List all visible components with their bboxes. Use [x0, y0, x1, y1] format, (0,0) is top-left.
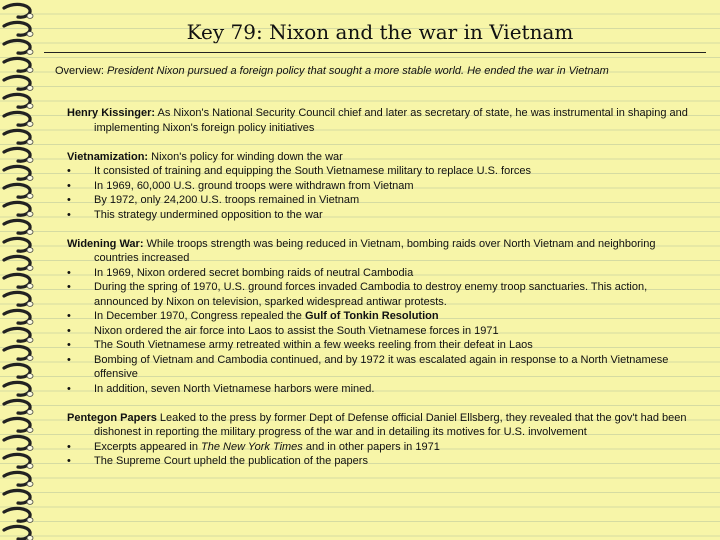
binding-hole: [27, 302, 33, 307]
list-item: • In addition, seven North Vietnamese harbors were mined.: [67, 382, 375, 395]
spiral-coil: [4, 346, 30, 359]
binding-hole: [27, 500, 33, 505]
binding-hole: [27, 32, 33, 37]
section-vietnamization: [67, 150, 696, 223]
binding-hole: [27, 68, 33, 73]
spiral-coil: [4, 274, 30, 287]
spiral-coil: [4, 364, 30, 377]
binding-hole: [27, 464, 33, 469]
list-item: • Excerpts appeared in The New York Times and in other papers in 1971: [67, 440, 440, 453]
binding-hole: [27, 140, 33, 145]
bullet-icon: •: [67, 281, 71, 293]
spiral-coil: [4, 436, 30, 449]
gulf-of-tonkin-term: Gulf of Tonkin Resolution: [304, 310, 439, 322]
spiral-coil: [4, 4, 30, 17]
list-item: • In 1969, Nixon ordered secret bombing raids of neutral Cambodia: [67, 266, 414, 279]
bullet-icon: •: [67, 266, 71, 279]
list-item: • Bombing of Vietnam and Cambodia continued, and by 1972 it was escalated again in response to a North Vietnamese offensive: [67, 353, 669, 380]
bullet-icon: •: [67, 194, 71, 206]
list-item: • Nixon ordered the air force into Laos to assist the South Vietnamese forces in 1971: [67, 324, 499, 337]
list-item: • This strategy undermined opposition to the war: [67, 208, 323, 221]
overview: [55, 64, 706, 79]
notes-body: [67, 106, 696, 483]
bullet-icon: •: [67, 324, 71, 337]
binding-hole: [27, 248, 33, 253]
section-widening-war: [67, 237, 696, 397]
spiral-coil: [4, 202, 30, 215]
spiral-coil: [4, 292, 30, 305]
term-vietnamization: Vietnamization:: [67, 150, 149, 163]
bullet-icon: •: [67, 339, 71, 351]
binding-hole: [27, 86, 33, 91]
kissinger-text: As Nixon's National Security Council chief and later as secretary of state, he was instrumental in shaping and implementing Nixon's foreign policy initiatives: [94, 107, 688, 134]
binding-hole: [27, 194, 33, 199]
spiral-coil: [4, 220, 30, 233]
bullet-icon: •: [67, 179, 71, 192]
list-item: • It consisted of training and equipping the South Vietnamese military to replace U.S. forces: [67, 165, 531, 177]
spiral-coil: [4, 22, 30, 35]
binding-hole: [27, 176, 33, 181]
spiral-coil: [4, 310, 30, 323]
vietnamization-text: Nixon's policy for winding down the war: [151, 150, 343, 163]
binding-hole: [27, 212, 33, 217]
list-item: • In 1969, 60,000 U.S. ground troops were withdrawn from Vietnam: [67, 179, 414, 192]
binding-hole: [27, 122, 33, 127]
bullet-icon: •: [67, 310, 71, 322]
spiral-coil: [4, 166, 30, 179]
binding-hole: [27, 410, 33, 415]
spiral-coil: [4, 238, 30, 251]
spiral-coil: [4, 130, 30, 143]
spiral-coil: [4, 454, 30, 467]
page-title: Key 79: Nixon and the war in Vietnam: [186, 20, 574, 44]
title-divider: [44, 52, 706, 53]
bullet-icon: •: [67, 455, 71, 467]
bullet-icon: •: [67, 165, 71, 177]
spiral-coil: [4, 382, 30, 395]
overview-label: Overview:: [55, 65, 104, 77]
spiral-coil: [4, 58, 30, 71]
spiral-coil: [4, 418, 30, 431]
spiral-coil: [4, 472, 30, 485]
spiral-coil: [4, 328, 30, 341]
binding-hole: [27, 338, 33, 343]
bullet-icon: •: [67, 208, 71, 221]
binding-hole: [27, 482, 33, 487]
spiral-coil: [4, 526, 30, 539]
list-item: • The South Vietnamese army retreated within a few weeks reeling from their defeat in Laos: [67, 339, 533, 351]
binding-hole: [27, 374, 33, 379]
term-pentagon-papers: Pentegon Papers: [67, 411, 157, 424]
binding-hole: [27, 230, 33, 235]
term-kissinger: Henry Kissinger:: [67, 107, 156, 119]
section-pentagon-papers: [67, 411, 696, 469]
pentagon-text: Leaked to the press by former Dept of Defense official Daniel Ellsberg, they revealed that the gov't had been dishonest in reporting the military progress of the war and in detailing its motives for U.S. involvement: [94, 411, 687, 438]
binding-hole: [27, 158, 33, 163]
spiral-binding: [0, 0, 40, 540]
binding-hole: [27, 14, 33, 19]
binding-hole: [27, 50, 33, 55]
spiral-coil: [4, 148, 30, 161]
spiral-coil: [4, 76, 30, 89]
binding-hole: [27, 446, 33, 451]
spiral-coil: [4, 94, 30, 107]
binding-hole: [27, 518, 33, 523]
spiral-coil: [4, 490, 30, 503]
widening-text: While troops strength was being reduced in Vietnam, bombing raids over North Vietnam and neighboring countries increased: [94, 237, 656, 264]
bullet-icon: •: [67, 382, 71, 395]
overview-text: President Nixon pursued a foreign policy that sought a more stable world. He ended the war in Vietnam: [106, 65, 609, 77]
binding-hole: [27, 284, 33, 289]
spiral-coil: [4, 184, 30, 197]
binding-hole: [27, 536, 33, 540]
section-kissinger: [67, 106, 696, 135]
list-item: • The Supreme Court upheld the publication of the papers: [67, 455, 368, 467]
list-item: • In December 1970, Congress repealed the Gulf of Tonkin Resolution: [67, 310, 439, 322]
spiral-coil: [4, 256, 30, 269]
binding-hole: [27, 356, 33, 361]
bullet-icon: •: [67, 440, 71, 453]
list-item: • During the spring of 1970, U.S. ground forces invaded Cambodia to destroy enemy troop sanctuaries. This action, announced by Nixon on television, sparked widespread antiwar protests.: [67, 281, 648, 308]
spiral-coil: [4, 112, 30, 125]
newspaper-title: The New York Times: [201, 440, 303, 453]
binding-hole: [27, 428, 33, 433]
spiral-coil: [4, 400, 30, 413]
term-widening-war: Widening War:: [67, 237, 144, 250]
bullet-icon: •: [67, 353, 71, 366]
spiral-coil: [4, 40, 30, 53]
binding-hole: [27, 104, 33, 109]
binding-hole: [27, 320, 33, 325]
spiral-coil: [4, 508, 30, 521]
binding-hole: [27, 392, 33, 397]
binding-hole: [27, 266, 33, 271]
list-item: • By 1972, only 24,200 U.S. troops remained in Vietnam: [67, 194, 360, 206]
